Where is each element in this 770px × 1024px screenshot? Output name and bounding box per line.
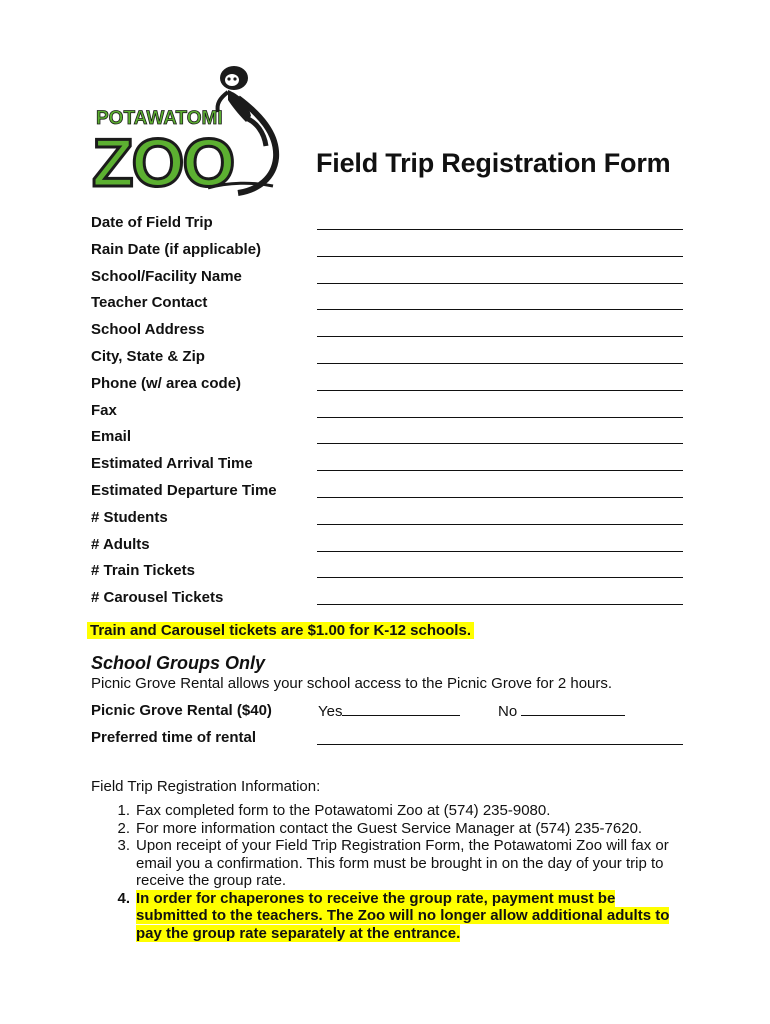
info-item-text: Fax completed form to the Potawatomi Zoo at (574) 235-9080. (136, 802, 551, 819)
form-field-row (91, 212, 691, 239)
preferred-time-label: Preferred time of rental (91, 729, 257, 746)
field-input-line[interactable] (317, 604, 683, 605)
field-label: # Train Tickets (91, 562, 195, 580)
field-input-line[interactable] (317, 363, 683, 364)
field-label: Estimated Departure Time (91, 481, 277, 499)
no-blank[interactable] (521, 702, 625, 716)
price-note: Train and Carousel tickets are $1.00 for K-12 schools. (87, 622, 474, 639)
field-label: Estimated Arrival Time (91, 455, 253, 473)
field-label: School/Facility Name (91, 267, 242, 285)
field-input-line[interactable] (317, 229, 683, 230)
field-label: # Students (91, 508, 168, 526)
info-item-number: 2. (117, 819, 130, 837)
form-field-row (91, 507, 691, 534)
field-label: # Adults (91, 535, 150, 553)
info-list-item (110, 820, 690, 838)
form-field-row (91, 453, 691, 480)
info-list-item (110, 837, 690, 890)
field-label: City, State & Zip (91, 347, 205, 365)
form-field-row (91, 426, 691, 453)
yes-label: Yes (318, 703, 343, 720)
info-item-number: 3. (117, 837, 130, 854)
form-field-row (91, 319, 691, 346)
logo-wordmark-zoo: ZOO (92, 125, 234, 198)
field-input-line[interactable] (317, 577, 683, 578)
info-item-text: For more information contact the Guest Service Manager at (574) 235-7620. (136, 819, 643, 837)
logo-wordmark-top: POTAWATOMI (96, 108, 223, 129)
yes-blank[interactable] (342, 702, 460, 716)
field-input-line[interactable] (317, 336, 683, 337)
field-label: Teacher Contact (91, 294, 208, 312)
field-input-line[interactable] (317, 443, 683, 444)
form-field-row (91, 534, 691, 561)
field-label: Fax (91, 401, 117, 419)
zoo-logo (88, 58, 288, 198)
form-field-row (91, 346, 691, 373)
form-field-row (91, 480, 691, 507)
field-input-line[interactable] (317, 256, 683, 257)
info-item-text: In order for chaperones to receive the group rate, payment must be submitted to the teachers. The Zoo will no longer allow additional adults to pay the group rate separately at the entrance. (136, 889, 670, 942)
info-item-number: 1. (117, 802, 130, 819)
field-label: # Carousel Tickets (91, 589, 224, 607)
field-input-line[interactable] (317, 470, 683, 471)
field-label: Phone (w/ area code) (91, 374, 242, 392)
field-input-line[interactable] (317, 417, 683, 418)
form-field-row (91, 292, 691, 319)
form-field-row (91, 587, 691, 614)
preferred-time-field[interactable] (317, 744, 683, 745)
no-label: No (498, 703, 518, 720)
form-field-row (91, 400, 691, 427)
picnic-rental-no-option[interactable] (498, 702, 625, 720)
school-groups-heading: School Groups Only (91, 653, 266, 673)
field-input-line[interactable] (317, 309, 683, 310)
form-field-row (91, 373, 691, 400)
registration-fields (91, 212, 691, 614)
field-input-line[interactable] (317, 497, 683, 498)
info-list-item (110, 890, 690, 943)
info-item-text: Upon receipt of your Field Trip Registration Form, the Potawatomi Zoo will fax or email you a confirmation. This form must be brought in on the day of your trip to receive the group rate. (136, 837, 669, 889)
form-title: Field Trip Registration Form (316, 148, 671, 178)
field-label: Date of Field Trip (91, 214, 213, 231)
school-groups-description: Picnic Grove Rental allows your school access to the Picnic Grove for 2 hours. (91, 675, 613, 692)
info-list (110, 802, 690, 942)
field-input-line[interactable] (317, 551, 683, 552)
form-field-row (91, 560, 691, 587)
field-label: Rain Date (if applicable) (91, 240, 262, 258)
info-list-item (110, 802, 690, 820)
form-field-row (91, 266, 691, 293)
field-input-line[interactable] (317, 524, 683, 525)
field-input-line[interactable] (317, 283, 683, 284)
field-label: Email (91, 428, 132, 446)
info-item-number: 4. (117, 889, 130, 907)
field-label: School Address (91, 321, 205, 339)
form-field-row (91, 239, 691, 266)
picnic-rental-yes-option[interactable] (318, 702, 460, 720)
info-heading: Field Trip Registration Information: (91, 778, 321, 795)
field-input-line[interactable] (317, 390, 683, 391)
picnic-rental-label: Picnic Grove Rental ($40) (91, 702, 272, 719)
